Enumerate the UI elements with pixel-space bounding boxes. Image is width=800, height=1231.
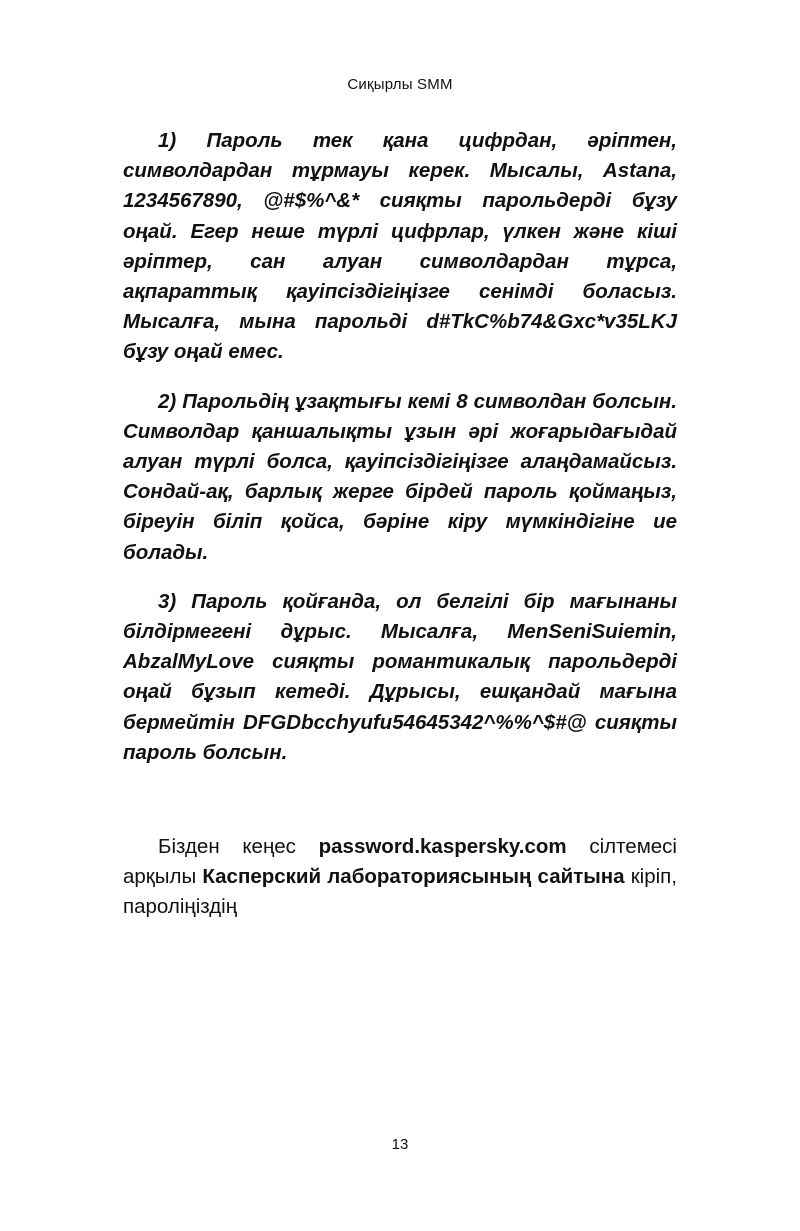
advice-paragraph [123, 832, 677, 922]
kaspersky-link: password.kaspersky.com [318, 835, 567, 859]
kaspersky-lab-name: Касперский лабораториясының сайтына [202, 865, 625, 889]
running-header: Сиқырлы SMM [347, 76, 453, 93]
advice-middle: сілтемесі арқылы [123, 835, 677, 889]
password-rule-3: 3) Пароль қойғанда, ол белгілі бір мағынаны білдірмегені дұрыс. Мысалға, MenSeniSuiemin, AbzalMyLove сияқты романтикалық парольдерді оңай бұзып кетеді. Дұрысы, ешқандай мағына бермейтін DFGDbcchyufu54645342^%%^$#@ сияқты пароль болсын. [123, 589, 677, 764]
advice-prefix: Бізден кеңес [158, 835, 319, 859]
advice-suffix: кіріп, пароліңіздің [123, 865, 677, 919]
page-body [123, 126, 677, 922]
password-rule-1: 1) Пароль тек қана цифрдан, әріптен, символдардан тұрмауы керек. Мысалы, Astana, 1234567890, @#$%^&* сияқты парольдерді бұзу оңай. Егер неше түрлі цифрлар, үлкен және кіші әріптер, сан алуан символдардан тұрса, ақпараттық қауіпсіздігіңізге сенімді боласыз. Мысалға, мына парольді d#TkC%b74&Gxc*v35LKJ бұзу оңай емес. [123, 129, 677, 364]
password-rule-2: 2) Парольдің ұзақтығы кемі 8 символдан болсын. Символдар қаншалықты ұзын әрі жоғарыдағыдай алуан түрлі болса, қауіпсіздігіңізге алаңдамайсыз. Сондай-ақ, барлық жерге бірдей пароль қоймаңыз, біреуін біліп қойса, бәріне кіру мүмкіндігіне ие болады. [123, 389, 677, 564]
page-number: 13 [391, 1136, 409, 1153]
